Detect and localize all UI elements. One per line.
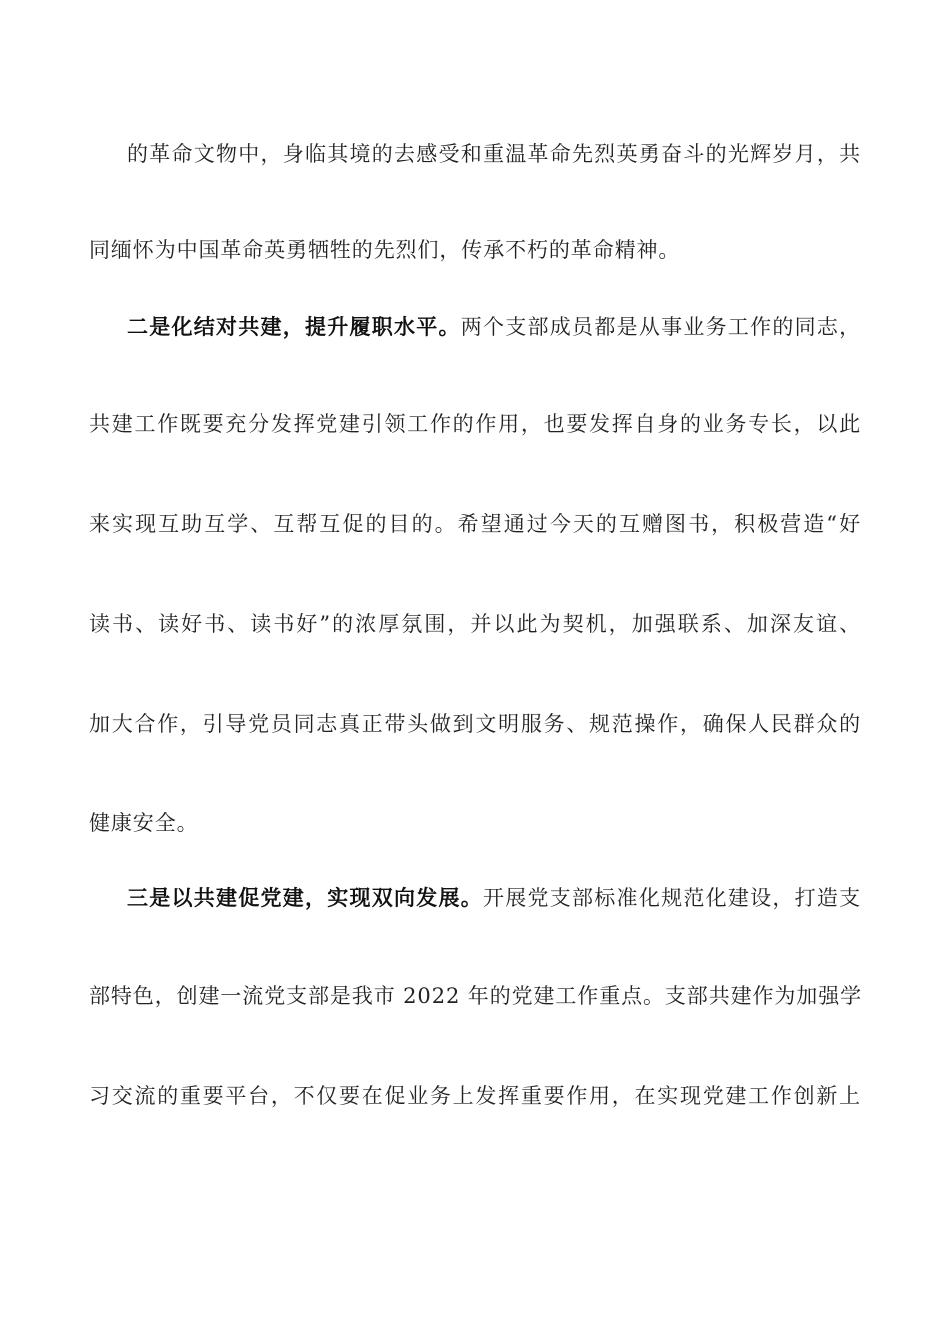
paragraph-line (89, 610, 861, 638)
paragraph-line (89, 809, 861, 837)
line-text: 加大合作，引导党员同志真正带头做到文明服务、规范操作，确保人民群众的 (89, 712, 861, 736)
paragraph-line (89, 982, 861, 1010)
line-text: 两个支部成员都是从事业务工作的同志， (460, 315, 861, 339)
line-text: 习交流的重要平台，不仅要在促业务上发挥重要作用，在实现党建工作创新上 (89, 1084, 861, 1108)
paragraph-line (89, 510, 861, 538)
line-text: 共建工作既要充分发挥党建引领工作的作用，也要发挥自身的业务专长，以此 (89, 412, 861, 436)
paragraph-line (89, 236, 861, 264)
line-text: 的革命文物中，身临其境的去感受和重温革命先烈英勇奋斗的光辉岁月，共 (127, 142, 861, 166)
line-text: 健康安全。 (89, 811, 199, 835)
line-text: 同缅怀为中国革命英勇牺牲的先烈们，传承不朽的革命精神。 (89, 238, 681, 262)
line-text: 读书、读好书、读书好”的浓厚氛围，并以此为契机，加强联系、加深友谊、 (89, 612, 861, 636)
paragraph-line (89, 1082, 861, 1110)
paragraph-line (89, 710, 861, 738)
line-text: 部特色，创建一流党支部是我市 2022 年的党建工作重点。支部共建作为加强学 (89, 984, 862, 1008)
section-heading: 三是以共建促党建，实现双向发展。 (127, 886, 484, 910)
paragraph-line (127, 884, 861, 912)
line-text: 开展党支部标准化规范化建设，打造支 (483, 886, 861, 910)
paragraph-line (127, 140, 861, 168)
section-heading: 二是化结对共建，提升履职水平。 (127, 315, 461, 339)
line-text: 来实现互助互学、互帮互促的目的。希望通过今天的互赠图书，积极营造“好 (89, 512, 861, 536)
paragraph-line (127, 313, 861, 341)
paragraph-line (89, 410, 861, 438)
